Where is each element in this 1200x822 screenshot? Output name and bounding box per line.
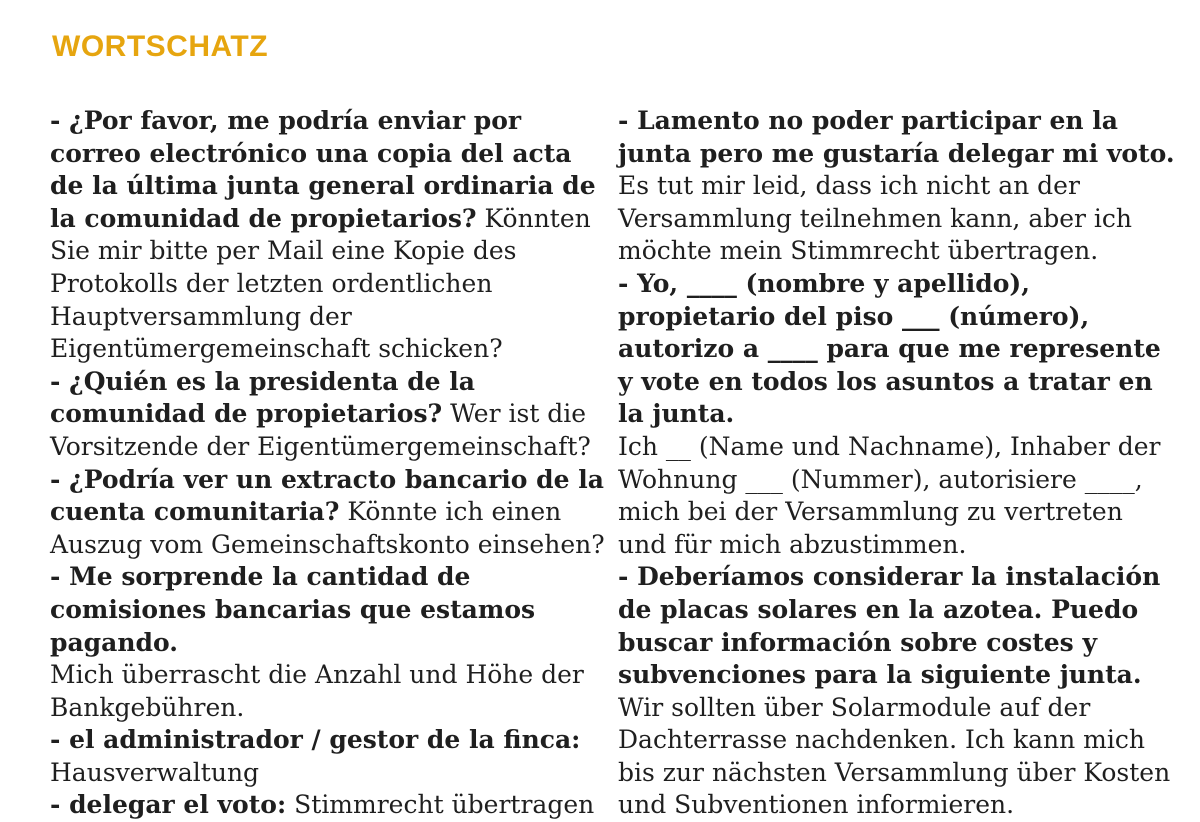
right-column (618, 105, 1178, 822)
vocab-entry (50, 561, 605, 724)
vocab-entry (50, 105, 605, 366)
left-column (50, 105, 605, 822)
vocab-entry (618, 268, 1178, 561)
spanish-phrase: - ¿Quién es la presidenta de la comunidad de propietarios? (50, 366, 475, 429)
vocab-entry (50, 789, 605, 822)
german-translation: Stimmrecht übertragen (294, 790, 595, 820)
spanish-phrase: - ¿Por favor, me podría enviar por correo electrónico una copia del acta de la última junta general ordinaria de la comunidad de propietarios? (50, 106, 596, 233)
spanish-phrase: - delegar el voto: (50, 790, 287, 820)
german-translation: Wer ist die Vorsitzende der Eigentümergemeinschaft? (50, 399, 591, 461)
german-translation: Wir sollten über Solarmodule auf der Dachterrasse nachdenken. Ich kann mich bis zur nächsten Versammlung über Kosten und Subventionen informieren. (618, 692, 1171, 820)
vocab-entry (618, 105, 1178, 268)
german-translation: Könnte ich einen Auszug vom Gemeinschaftskonto einsehen? (50, 497, 605, 559)
spanish-phrase: - Lamento no poder participar en la junta pero me gustaría delegar mi voto. (618, 106, 1175, 168)
vocab-entry (50, 366, 605, 464)
spanish-phrase: - Deberíamos considerar la instalación de placas solares en la azotea. Puedo buscar información sobre costes y subvenciones para la siguiente junta. (618, 562, 1161, 690)
vocab-entry (618, 561, 1178, 822)
german-translation: Mich überrascht die Anzahl und Höhe der Bankgebühren. (50, 660, 584, 722)
vocab-entry (50, 464, 605, 562)
vocab-entry (50, 724, 605, 789)
page-title: WORTSCHATZ (52, 30, 269, 63)
spanish-phrase: - Me sorprende la cantidad de comisiones bancarias que estamos pagando. (50, 562, 536, 657)
german-translation: Ich __ (Name und Nachname), Inhaber der Wohnung ___ (Nummer), autorisiere ____, mich bei der Versammlung zu vertreten und für mich abzustimmen. (618, 431, 1161, 559)
german-translation: Es tut mir leid, dass ich nicht an der Versammlung teilnehmen kann, aber ich möchte mein Stimmrecht übertragen. (618, 171, 1133, 266)
german-translation: Hausverwaltung (50, 757, 260, 787)
spanish-phrase: - ¿Podría ver un extracto bancario de la cuenta comunitaria? (50, 464, 604, 527)
spanish-phrase: - el administrador / gestor de la finca: (50, 725, 581, 755)
german-translation: Könnten Sie mir bitte per Mail eine Kopie des Protokolls der letzten ordentlichen Hauptversammlung der Eigentümergemeinschaft schicken? (50, 203, 591, 364)
spanish-phrase: - Yo, ____ (nombre y apellido), propietario del piso ___ (número), autorizo a ____ para que me represente y vote en todos los asuntos a tratar en la junta. (618, 268, 1161, 429)
